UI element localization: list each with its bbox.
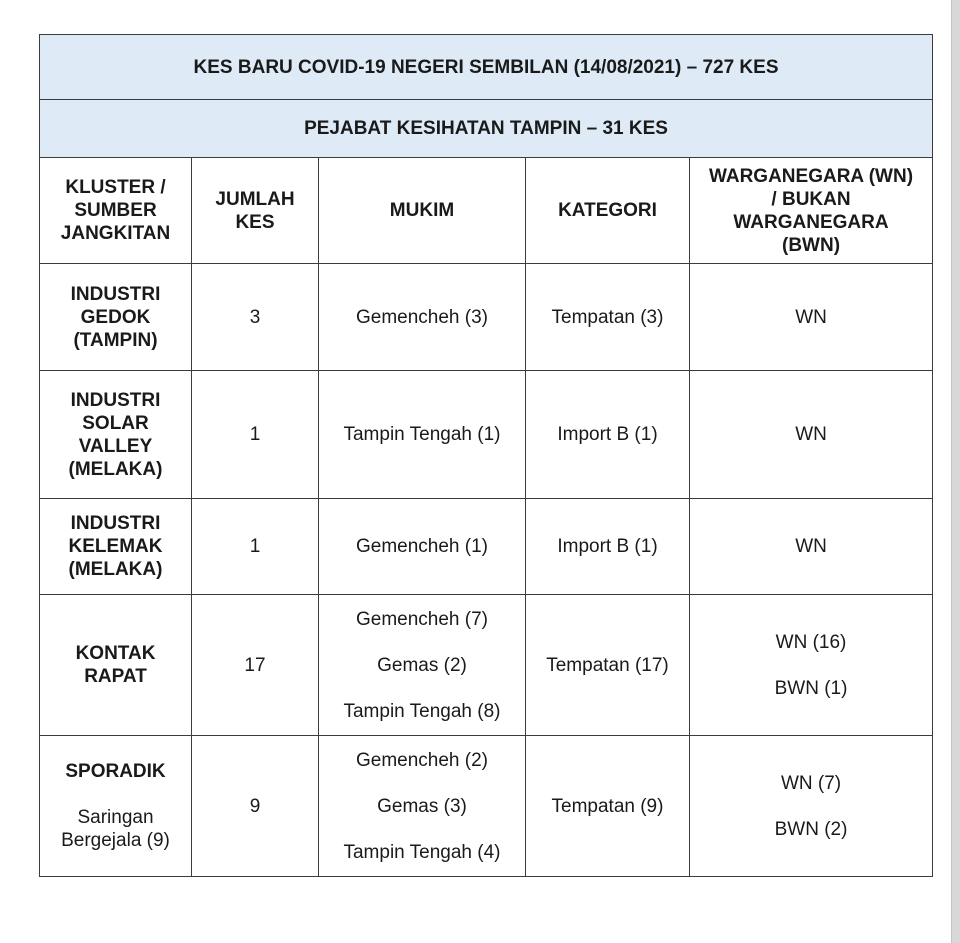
cluster-line: (TAMPIN)	[73, 329, 158, 351]
citizenship-entry: BWN (1)	[774, 677, 848, 699]
table-row	[40, 595, 933, 736]
citizenship-cell	[690, 736, 933, 877]
header-cases-line: KES	[235, 211, 275, 233]
table-row	[40, 499, 933, 595]
cluster-line: SOLAR	[82, 412, 149, 434]
header-cluster-line: KLUSTER /	[65, 177, 166, 198]
mukim-entry: Gemencheh (7)	[355, 608, 488, 630]
category-cell: Tempatan (17)	[526, 595, 690, 736]
header-citizenship-line: WARGANEGARA (WN)	[708, 165, 914, 187]
cases-cell: 1	[192, 371, 319, 499]
citizenship-entry: BWN (2)	[774, 818, 848, 840]
mukim-entry: Gemas (2)	[377, 654, 467, 676]
cases-cell: 9	[192, 736, 319, 877]
citizenship-cell	[690, 595, 933, 736]
title-row	[40, 35, 933, 100]
header-citizenship-line: / BUKAN	[771, 188, 851, 210]
mukim-cell	[319, 736, 526, 877]
cluster-line: SPORADIK	[65, 761, 166, 782]
citizenship-entry: WN	[795, 424, 827, 445]
report-subtitle: PEJABAT KESIHATAN TAMPIN – 31 KES	[40, 100, 933, 158]
cluster-line: INDUSTRI	[70, 389, 161, 411]
column-header-row	[40, 158, 933, 264]
citizenship-entry: WN	[795, 306, 827, 328]
header-cluster-line: SUMBER	[74, 200, 157, 221]
cluster-line: KELEMAK	[68, 536, 163, 557]
mukim-entry: Tampin Tengah (4)	[343, 841, 501, 863]
cluster-cell	[40, 595, 192, 736]
table-row	[40, 736, 933, 877]
mukim-cell	[319, 595, 526, 736]
cluster-cell	[40, 264, 192, 371]
cluster-cell	[40, 499, 192, 595]
cluster-line: (MELAKA)	[68, 458, 163, 480]
mukim-entry: Gemas (3)	[377, 795, 467, 817]
mukim-entry: Gemencheh (1)	[355, 536, 488, 557]
category-cell: Tempatan (9)	[526, 736, 690, 877]
header-citizenship-line: WARGANEGARA	[733, 211, 889, 233]
cluster-note	[40, 806, 191, 852]
cluster-line: GEDOK	[80, 306, 151, 328]
category-cell: Tempatan (3)	[526, 264, 690, 371]
header-cases	[192, 158, 319, 264]
table-row	[40, 371, 933, 499]
cluster-line: KONTAK	[75, 643, 156, 664]
mukim-entry: Tampin Tengah (8)	[343, 700, 501, 722]
cluster-note-line: Bergejala (9)	[61, 830, 170, 851]
citizenship-entry: WN	[795, 536, 827, 557]
citizenship-cell	[690, 499, 933, 595]
citizenship-cell	[690, 371, 933, 499]
cluster-line: VALLEY	[78, 435, 153, 457]
mukim-entry: Gemencheh (3)	[355, 306, 488, 328]
mukim-cell	[319, 264, 526, 371]
subtitle-row	[40, 100, 933, 158]
cases-cell: 17	[192, 595, 319, 736]
cases-cell: 3	[192, 264, 319, 371]
cluster-cell	[40, 736, 192, 877]
cluster-line: INDUSTRI	[70, 283, 161, 305]
cluster-line: (MELAKA)	[68, 559, 163, 580]
cluster-note-line: Saringan	[77, 807, 154, 828]
header-mukim: MUKIM	[319, 158, 526, 264]
category-cell: Import B (1)	[526, 371, 690, 499]
mukim-entry: Gemencheh (2)	[355, 749, 488, 771]
header-category: KATEGORI	[526, 158, 690, 264]
cluster-line: RAPAT	[84, 666, 147, 687]
page-edge	[951, 0, 960, 943]
header-cases-line: JUMLAH	[215, 188, 295, 210]
mukim-entry: Tampin Tengah (1)	[343, 424, 501, 445]
cluster-line: INDUSTRI	[70, 513, 161, 534]
mukim-cell	[319, 499, 526, 595]
header-citizenship	[690, 158, 933, 264]
header-citizenship-line: (BWN)	[782, 234, 841, 256]
header-cluster-line: JANGKITAN	[60, 223, 171, 244]
table-row	[40, 264, 933, 371]
citizenship-cell	[690, 264, 933, 371]
header-cluster	[40, 158, 192, 264]
cases-cell: 1	[192, 499, 319, 595]
cluster-cell	[40, 371, 192, 499]
report-title: KES BARU COVID-19 NEGERI SEMBILAN (14/08/2021) – 727 KES	[40, 35, 933, 100]
covid-cases-table	[39, 34, 933, 877]
mukim-cell	[319, 371, 526, 499]
citizenship-entry: WN (16)	[775, 631, 847, 653]
citizenship-entry: WN (7)	[780, 772, 842, 794]
category-cell: Import B (1)	[526, 499, 690, 595]
